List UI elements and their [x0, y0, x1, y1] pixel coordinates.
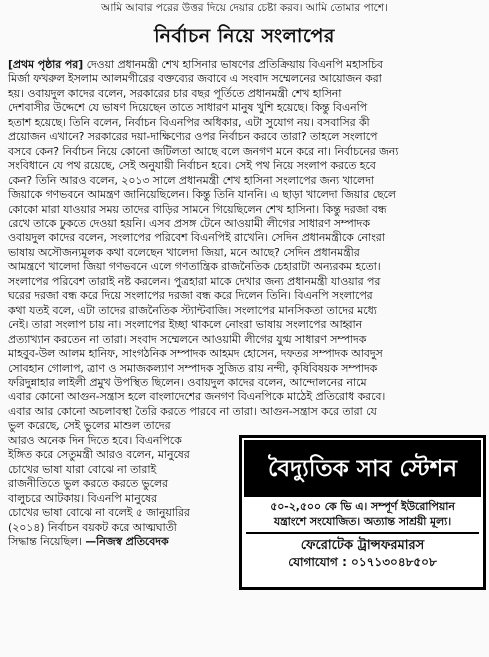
- body-line: এবার আর কোনো অচলাবস্থা তৈরি করতে পারবে না তারা। আগুন-সন্ত্রাস করে তারা যে: [8, 404, 377, 418]
- body-line: ঘরের দরজা বন্ধ করে দিয়ে সংলাপের দরজা বন্ধ করে দিলেন তিনি। বিএনপি সংলাপের: [8, 289, 373, 303]
- body-line: নেই। তারা সংলাপ চায় না। সংলাপের ইচ্ছা থাকলে নোংরা ভাষায় সংলাপের আহ্বান: [8, 318, 363, 332]
- body-line: কথা যতই বলে, এটা তাদের রাজনৈতিক স্ট্যান্টবাজি। সংলাপের মানসিকতা তাদের মধ্যে: [8, 303, 377, 317]
- lead-tag: [প্রথম পৃষ্ঠার পর]: [8, 58, 84, 71]
- ad-divider: [246, 532, 479, 534]
- ad-title: বৈদ্যুতিক সাব স্টেশন: [244, 440, 481, 497]
- body-line: (২০১৪) নির্বাচন বয়কট করে আত্মঘাতী: [8, 520, 177, 534]
- body-line: বসবে কেন? নির্বাচন নিয়ে কোনো জটিলতা আছে বলে জনগণ মনে করে না। নির্বাচনের জন্য: [8, 144, 399, 158]
- body-line: রাজনীতিতে ভুল করতে করতে ভুলের: [8, 477, 168, 491]
- body-line: ফরিদুন্নাহার লাইলী প্রমুখ উপস্থিত ছিলেন। ওবায়দুল কাদের বলেন, আন্দোলনের নামে: [8, 375, 367, 389]
- article-headline: নির্বাচন নিয়ে সংলাপের: [154, 25, 335, 47]
- body-line: সংলাপের পরিবেশ তারাই নষ্ট করলেন। পুত্রহারা মাকে দেখার জন্য প্রধানমন্ত্রী যাওয়ার পর: [8, 274, 381, 288]
- body-line: ভাষায় অসৌজন্যমূলক কথা বলেছেন খালেদা জিয়া, মনে আছে? সেদিন প্রধানমন্ত্রীর: [8, 245, 360, 259]
- article-continuation-column: [8, 419, 222, 549]
- body-line: জিয়াকে গণভবনে আমন্ত্রণ জানিয়েছিলেন। কিন্তু তিনি যাননি। এ ছাড়া খালেদা জিয়ার ছেলে: [8, 188, 396, 202]
- body-line: আরও অনেক দিন দিতে হবে। বিএনপিকে: [8, 433, 182, 447]
- body-line: এবার কোনো আগুন-সন্ত্রাস হলে বাংলাদেশের জনগণ বিএনপিকে মাঠেই প্রতিরোধ করবে।: [8, 390, 386, 404]
- body-line: দেশবাসীর উদ্দেশে যে ভাষণ দিয়েছেন তাতে সাধারণ মানুষ খুশি হয়েছে। কিন্তু বিএনপি: [8, 101, 368, 115]
- body-line: কোকো মারা যাওয়ার সময় তাদের বাড়ির সামনে গিয়েছিলেন শেখ হাসিনা। কিন্তু দরজা বন্ধ: [8, 202, 387, 216]
- body-line: সোবহান গোলাপ, ত্রাণ ও সমাজকল্যাণ সম্পাদক সুজিত রায় নন্দী, কৃষিবিষয়ক সম্পাদক: [8, 361, 378, 375]
- body-line: বালুচরে আটকায়। বিএনপি মানুষের: [8, 491, 157, 505]
- ad-capacity-text: ৫০-২,৫০০ কে ভি এ। সম্পূর্ণ ইউরোপিয়ান: [270, 500, 455, 514]
- ad-contact-number: যোগাযোগ : ০১৭১৩০৪৮৫০৮: [288, 555, 437, 570]
- body-line: ভুল করেছে, সেই ভুলের মাশুল তাদের: [8, 419, 171, 433]
- reporter-credit: —নিজস্ব প্রতিবেদক: [85, 534, 169, 548]
- body-line: মাহবুব-উল আলম হানিফ, সাংগঠনিক সম্পাদক আহমদ হোসেন, দফতর সম্পাদক আবদুস: [8, 347, 383, 361]
- ad-features-text: যন্ত্রাংশে সংযোজিত। অত্যান্ত সাশ্রয়ী মূল্য।: [273, 515, 452, 529]
- body-line: সিদ্ধান্ত নিয়েছিল। —নিজস্ব প্রতিবেদক: [8, 534, 169, 548]
- body-line: মির্জা ফখরুল ইসলাম আলমগীরের বক্তব্যের জবাবে এ সংবাদ সম্মেলনের আয়োজন করা: [8, 72, 382, 86]
- article-body: [8, 58, 481, 419]
- ad-company-name: ফেরোটেক ট্রান্সফরমারস: [300, 538, 425, 554]
- body-line: আমন্ত্রণে খালেদা জিয়া গণভবনে এলে গণতান্ত্রিক রাজনৈতিক চেহারাটা অন্যরকম হতো।: [8, 260, 381, 274]
- body-line: হতাশ হয়েছে। তিনি বলেন, নির্বাচন বিএনপির অধিকার, এটা সুযোগ নয়। বসবাসির কী: [8, 115, 370, 129]
- body-line: ইঙ্গিত করে সেতুমন্ত্রী আরও বলেন, মানুষের: [8, 448, 190, 462]
- article-bottom-section: [8, 419, 481, 570]
- body-line: প্রত্যাখ্যান করতেন না তারা। সংবাদ সম্মেলনে আওয়ামী লীগের যুগ্ম সাধারণ সম্পাদক: [8, 332, 367, 346]
- body-line: ওবায়দুল কাদের বলেন, সংলাপের পরিবেশ বিএনপিই রাখেনি। সেদিন প্রধানমন্ত্রীকে নোংরা: [8, 231, 385, 245]
- body-line: হয়। ওবায়দুল কাদের বলেন, সরকারের চার বছর পূর্তিতে প্রধানমন্ত্রী শেখ হাসিনা: [8, 86, 342, 100]
- body-line: প্রয়োজন এখানে? সরকারের দয়া-দাক্ষিণ্যের ওপর নির্বাচন করবে তারা? তাহলে সংলাপে: [8, 130, 378, 144]
- body-line: রেখে তাকে ঢুকতে দেওয়া হয়নি। এসব প্রসঙ্গ টেনে আওয়ামী লীগের সাধারণ সম্পাদক: [8, 216, 370, 230]
- substation-advertisement: [239, 435, 486, 590]
- body-line: চোখের ভাষা বোঝে না বলেই ৫ জানুয়ারির: [8, 506, 190, 520]
- body-line: কেন? তিনি আরও বলেন, ২০১৩ সালে প্রধানমন্ত্রী শেখ হাসিনা সংলাপের জন্য খালেদা: [8, 173, 374, 187]
- body-line: চোখের ভাষা যারা বোঝে না তারাই: [8, 462, 157, 476]
- previous-article-cut-line: আমি আবার পরের উত্তর দিয়ে দেয়ার চেষ্টা করব। আমি তোমার পাশে।: [101, 2, 388, 14]
- body-line: সংবিধানে যে পথ রয়েছে, সেই অনুযায়ী নির্বাচন হবে। সেই পথ নিয়ে সংলাপ করতে হবে: [8, 159, 376, 173]
- body-line: [প্রথম পৃষ্ঠার পর] দেওয়া প্রধানমন্ত্রী শেখ হাসিনার ভাষণের প্রতিক্রিয়ায় বিএনপি মহাসচিব: [8, 58, 383, 71]
